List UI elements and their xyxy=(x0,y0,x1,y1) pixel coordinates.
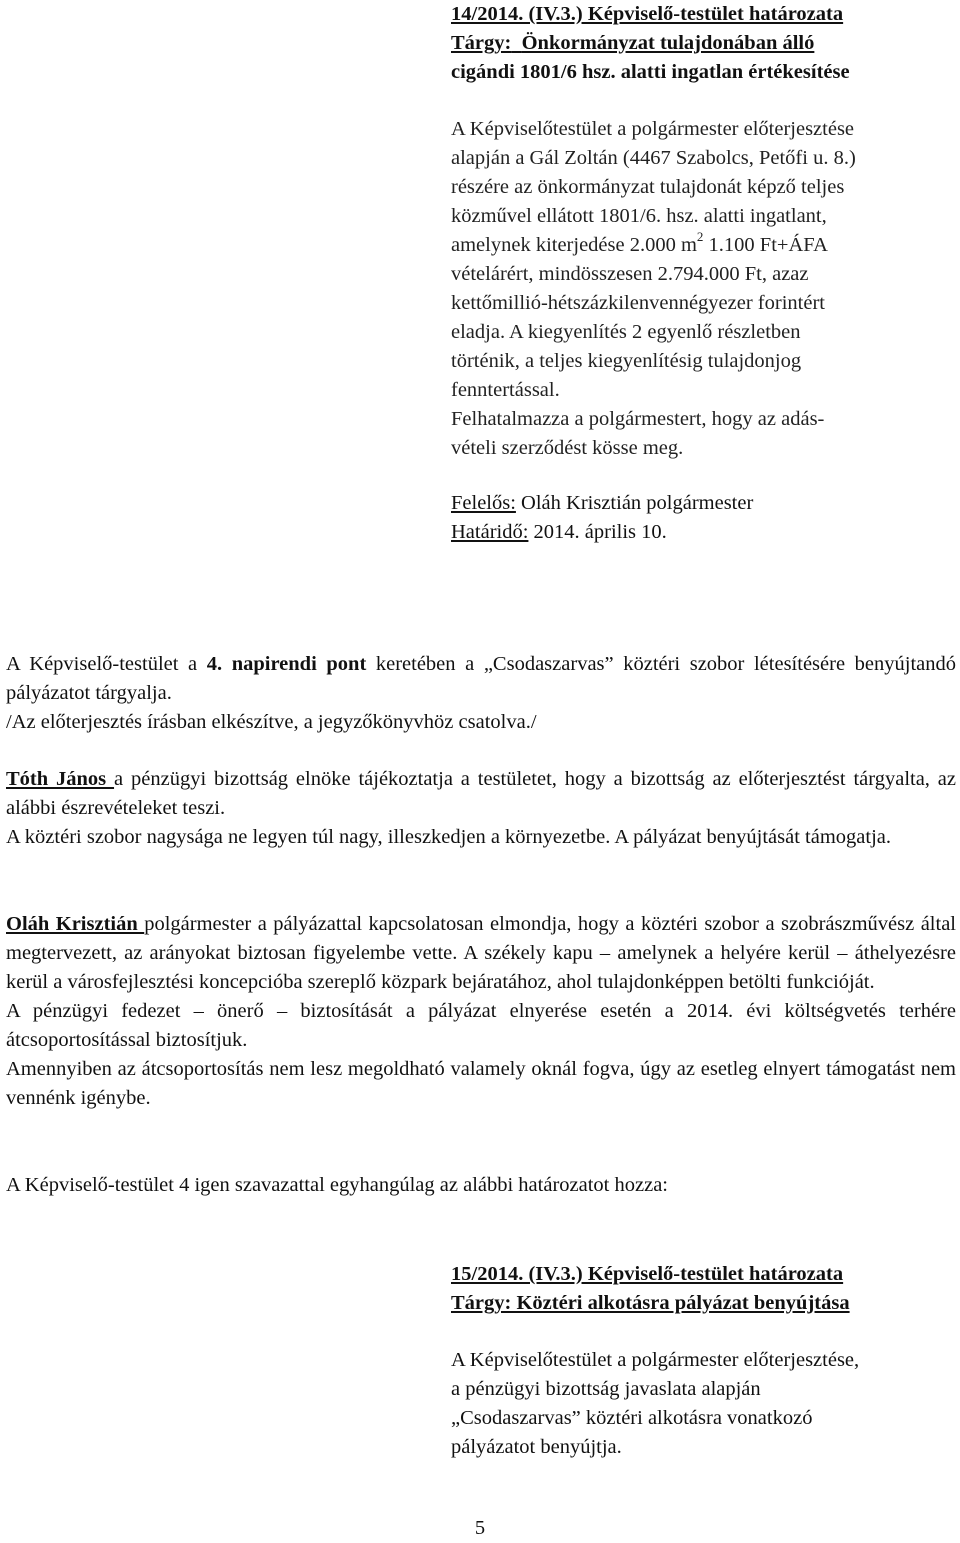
resolution-14-responsibility xyxy=(451,489,931,547)
body-line: vételárért, mindösszesen 2.794.000 Ft, azaz xyxy=(451,263,809,285)
body-line: pályázatot benyújtja. xyxy=(451,1436,622,1458)
body-line: közművel ellátott 1801/6. hsz. alatti ingatlant, xyxy=(451,205,827,227)
body-line: kettőmillió-hétszázkilenvennégyezer forintért xyxy=(451,292,825,314)
body-line: Felhatalmazza a polgármestert, hogy az adás- xyxy=(451,408,825,430)
vote-statement: A Képviselő-testület 4 igen szavazattal egyhangúlag az alábbi határozatot hozza: xyxy=(6,1174,668,1196)
body-line: eladja. A kiegyenlítés 2 egyenlő részletben xyxy=(451,321,801,343)
resolution-14-body xyxy=(451,115,931,463)
body-line: vételi szerződést kösse meg. xyxy=(451,437,684,459)
speaker-name: Tóth János xyxy=(6,768,115,790)
agenda-paragraph-toth: Tóth János a pénzügyi bizottság elnöke tájékoztatja a testületet, hogy a bizottság az előterjesztést tárgyalta, az alábbi észrevételeket teszi. A köztéri szobor nagysága ne legyen túl nagy, illeszkedjen a környezetbe. A pályázat benyújtását támogatja. xyxy=(6,768,957,848)
resolution-subject-line-2: cigándi 1801/6 hsz. alatti ingatlan értékesítése xyxy=(451,61,850,83)
body-line: történik, a teljes kiegyenlítésig tulajdonjog xyxy=(451,350,802,372)
resolution-15-body xyxy=(451,1346,931,1462)
resolution-14-header xyxy=(451,0,931,87)
resolution-title: 14/2014. (IV.3.) Képviselő-testület határozata xyxy=(451,3,844,25)
subject-line-1: Önkormányzat tulajdonában álló xyxy=(521,32,815,54)
body-line: részére az önkormányzat tulajdonát képző teljes xyxy=(451,176,845,198)
body-line: alapján a Gál Zoltán (4467 Szabolcs, Petőfi u. 8.) xyxy=(451,147,856,169)
page-number: 5 xyxy=(474,1517,486,1539)
deadline-label: Határidő: xyxy=(451,521,529,543)
superscript: 2 xyxy=(696,229,704,245)
subject-label: Tárgy: xyxy=(451,32,512,54)
resolution-15-header xyxy=(451,1260,931,1318)
deadline-line: Határidő: 2014. április 10. xyxy=(451,521,667,543)
attachment-note: /Az előterjesztés írásban elkészítve, a jegyzőkönyvhöz csatolva./ xyxy=(6,711,537,733)
resolution-subject: Tárgy: Köztéri alkotásra pályázat benyújtása xyxy=(451,1292,850,1314)
body-line: a pénzügyi bizottság javaslata alapján xyxy=(451,1378,761,1400)
speaker-name: Oláh Krisztián xyxy=(6,913,145,935)
agenda-paragraph-1: A Képviselő-testület a 4. napirendi pont keretében a „Csodaszarvas” köztéri szobor létesítésére benyújtandó pályázatot tárgyalja. /Az előterjesztés írásban elkészítve, a jegyzőkönyvhöz csatolva./ xyxy=(6,650,956,737)
responsible-label: Felelős: xyxy=(451,492,516,514)
body-line: amelynek kiterjedése 2.000 $m^2$ 1.100 Ft+ÁFA xyxy=(451,229,828,256)
responsible-line: Felelős: Oláh Krisztián polgármester xyxy=(451,492,754,514)
resolution-title: 15/2014. (IV.3.) Képviselő-testület határozata xyxy=(451,1263,844,1285)
agenda-paragraph-olah: Oláh Krisztián polgármester a pályázattal kapcsolatosan elmondja, hogy a köztéri szobor a szobrászművész által megtervezett, az arányokat biztosan figyelembe vette. A székely kapu – amelynek a helyére kerül – áthelyezésre kerül a városfejlesztési koncepcióba szereplő közpark bejáratához, ahol tulajdonképpen betölti funkcióját. A pénzügyi fedezet – önerő – biztosítását a pályázat elnyerése esetén a 2014. évi költségvetés terhére átcsoportosítással biztosítjuk. Amennyiben az átcsoportosítás nem lesz megoldható valamely oknál fogva, úgy az esetleg elnyert támogatást nem vennénk igénybe. xyxy=(6,913,956,1109)
body-line: A Képviselőtestület a polgármester előterjesztése xyxy=(451,118,855,140)
resolution-subject xyxy=(451,29,931,58)
body-line: A Képviselőtestület a polgármester előterjesztése, xyxy=(451,1349,860,1371)
body-line: fenntertással. xyxy=(451,379,560,401)
body-line: „Csodaszarvas” köztéri alkotásra vonatkozó xyxy=(451,1407,813,1429)
